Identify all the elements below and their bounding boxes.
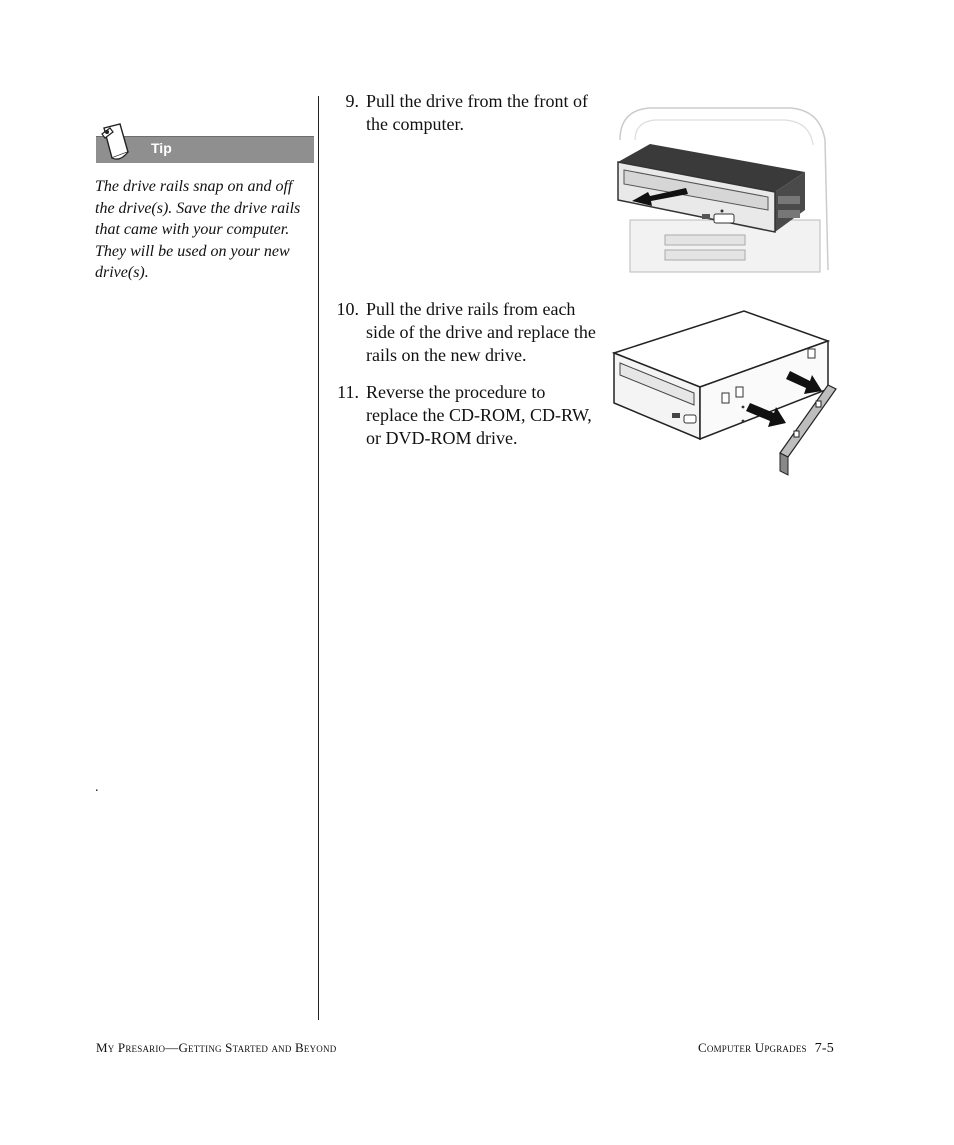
column-divider: [318, 96, 319, 1020]
footer-chapter: [698, 1040, 834, 1057]
stray-mark: .: [95, 780, 99, 795]
tip-text: The drive rails snap on and off the drive(s). Save the drive rails that came with your computer. They will be used on your new drive(s).: [95, 178, 301, 281]
step-text: Pull the drive rails from each side of the drive and replace the rails on the new drive.: [366, 299, 596, 365]
tip-label: Tip: [151, 140, 172, 156]
notepad-pencil-icon: [98, 122, 138, 164]
step-text: Pull the drive from the front of the computer.: [366, 91, 588, 134]
page-number: 7-5: [814, 1041, 834, 1056]
drive-removal-illustration: [610, 100, 840, 275]
step-number: 11.: [337, 382, 359, 402]
footer-chapter-title: Computer Upgrades: [698, 1040, 807, 1055]
step-number: 9.: [345, 91, 359, 111]
footer-book-title: [96, 1040, 336, 1056]
step-text: Reverse the procedure to replace the CD-ROM, CD-RW, or DVD-ROM drive.: [366, 382, 592, 448]
step-number: 10.: [336, 299, 359, 319]
drive-rail-removal-illustration: [608, 305, 844, 483]
footer-book-title-text: My Presario—Getting Started and Beyond: [96, 1040, 337, 1055]
